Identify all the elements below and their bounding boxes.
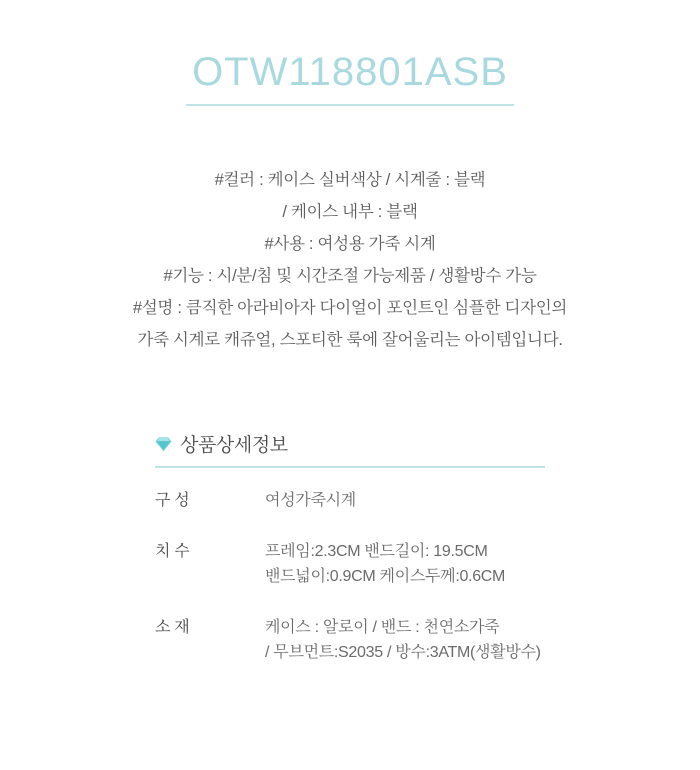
detail-section-title: 상품상세정보 [180,435,288,456]
spec-value [265,615,555,691]
spec-value [265,488,555,539]
title-block [0,0,700,106]
spec-table [155,488,555,691]
detail-heading-row [155,430,700,466]
spec-value-line: 케이스 : 알로이 / 밴드 : 천연소가죽 [265,619,500,636]
spec-label: 구 성 [155,492,190,509]
detail-section [0,430,700,691]
table-row [155,615,555,691]
description-line: #기능 : 시/분/침 및 시간조절 가능제품 / 생활방수 가능 [163,267,537,285]
description-line: #사용 : 여성용 가죽 시계 [264,235,436,253]
page-title: OTW118801ASB [186,50,514,106]
description-line: #설명 : 큼직한 아라비아자 다이얼이 포인트인 심플한 디자인의 [132,299,568,317]
spec-value-line: 밴드넓이:0.9CM 케이스두께:0.6CM [265,568,506,585]
spec-value-line: 여성가죽시계 [265,492,356,509]
spec-label: 치 수 [155,543,190,560]
spec-label: 소 재 [155,619,190,636]
description-line: / 케이스 내부 : 블랙 [282,203,418,221]
description-line: 가죽 시계로 캐쥬얼, 스포티한 룩에 잘어울리는 아이템입니다. [137,331,563,349]
spec-value [265,539,555,615]
detail-divider [155,466,545,468]
spec-value-line: 프레임:2.3CM 밴드길이: 19.5CM [265,543,488,560]
table-row [155,488,555,539]
table-row [155,539,555,615]
description-block [0,164,700,356]
gem-icon [155,436,172,452]
description-line: #컬러 : 케이스 실버색상 / 시계줄 : 블랙 [214,171,486,189]
spec-value-line: / 무브먼트:S2035 / 방수:3ATM(생활방수) [265,644,541,661]
